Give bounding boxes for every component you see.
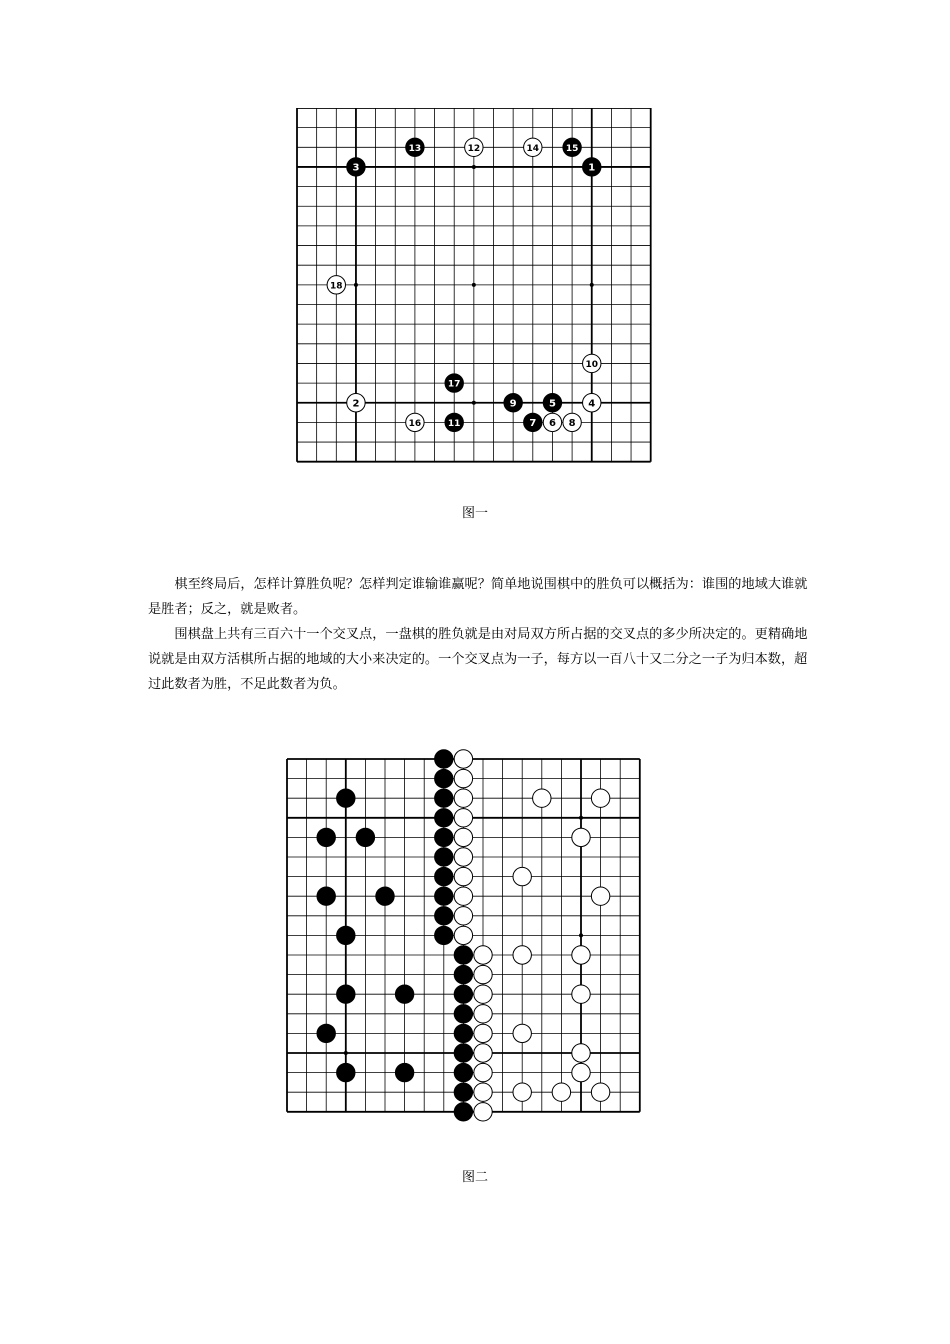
stone-number: 3 <box>352 162 360 174</box>
black-stone-13 <box>406 138 424 156</box>
white-stone <box>572 828 590 846</box>
body-text <box>148 572 808 697</box>
stone-number: 12 <box>467 143 481 154</box>
black-stone <box>337 789 355 807</box>
white-stone <box>513 867 531 885</box>
black-stone <box>454 1005 472 1023</box>
black-stone-11 <box>445 413 463 431</box>
black-stone-3 <box>347 158 365 176</box>
black-stone <box>435 867 453 885</box>
white-stone-2 <box>347 394 365 412</box>
white-stone <box>474 1103 492 1121</box>
stone-number: 11 <box>447 419 461 429</box>
stone-number: 2 <box>352 398 360 410</box>
white-stone <box>474 965 492 983</box>
stone-number: 5 <box>548 398 556 410</box>
white-stone <box>454 887 472 905</box>
black-stone <box>435 887 453 905</box>
stone-number: 9 <box>509 398 517 410</box>
black-stone-17 <box>445 374 463 392</box>
black-stone <box>454 1024 472 1042</box>
star-point <box>472 401 476 405</box>
stone-number: 14 <box>526 143 540 154</box>
black-stone <box>376 887 394 905</box>
white-stone-12 <box>465 138 483 156</box>
star-point <box>590 283 594 287</box>
white-stone-10 <box>583 354 601 372</box>
stone-number: 13 <box>408 143 422 154</box>
white-stone-6 <box>543 413 561 431</box>
white-stone <box>454 750 472 768</box>
black-stone <box>435 769 453 787</box>
white-stone-8 <box>563 413 581 431</box>
star-point <box>472 283 476 287</box>
white-stone <box>552 1083 570 1101</box>
white-stone <box>474 1063 492 1081</box>
black-stone <box>454 1063 472 1081</box>
star-point <box>579 816 583 820</box>
stone-number: 1 <box>588 162 596 174</box>
black-stone <box>454 965 472 983</box>
white-stone-16 <box>406 413 424 431</box>
stone-number: 10 <box>585 360 599 371</box>
black-stone <box>317 887 335 905</box>
black-stone <box>356 828 374 846</box>
white-stone <box>591 1083 609 1101</box>
white-stone <box>454 809 472 827</box>
black-stone <box>435 828 453 846</box>
star-point <box>472 165 476 169</box>
white-stone <box>474 985 492 1003</box>
white-stone <box>454 828 472 846</box>
white-stone <box>591 789 609 807</box>
black-stone <box>395 1063 413 1081</box>
white-stone <box>454 907 472 925</box>
black-stone-5 <box>543 394 561 412</box>
black-stone <box>337 1063 355 1081</box>
paragraph-2: 围棋盘上共有三百六十一个交叉点，一盘棋的胜负就是由对局双方所占据的交叉点的多少所决定的。更精确地说就是由双方活棋所占据的地域的大小来决定的。一个交叉点为一子，每方以一百八十又二分之一子为归本数，超过此数者为胜，不足此数者为负。 <box>148 627 808 692</box>
black-stone <box>435 750 453 768</box>
black-stone <box>454 946 472 964</box>
black-stone <box>454 1083 472 1101</box>
go-board-figure-1 <box>296 108 652 464</box>
star-point <box>579 933 583 937</box>
go-board-figure-2 <box>286 749 642 1129</box>
white-stone <box>454 867 472 885</box>
white-stone <box>454 848 472 866</box>
white-stone <box>474 1024 492 1042</box>
white-stone-14 <box>524 138 542 156</box>
black-stone <box>435 789 453 807</box>
black-stone <box>454 1044 472 1062</box>
white-stone <box>572 1063 590 1081</box>
stone-number: 16 <box>408 419 422 429</box>
white-stone <box>474 1044 492 1062</box>
black-stone <box>395 985 413 1003</box>
white-stone <box>533 789 551 807</box>
white-stone <box>474 1005 492 1023</box>
white-stone <box>454 926 472 944</box>
stone-number: 4 <box>588 398 596 410</box>
stone-number: 8 <box>568 418 576 429</box>
black-stone <box>317 828 335 846</box>
black-stone <box>435 926 453 944</box>
white-stone <box>474 946 492 964</box>
black-stone <box>435 809 453 827</box>
figure-2-caption: 图二 <box>461 1170 488 1185</box>
black-stone <box>454 1103 472 1121</box>
black-stone-15 <box>563 138 581 156</box>
white-stone <box>513 946 531 964</box>
white-stone-4 <box>583 394 601 412</box>
star-point <box>344 1051 348 1055</box>
stone-number: 15 <box>565 143 579 154</box>
white-stone <box>591 887 609 905</box>
black-stone <box>435 848 453 866</box>
white-stone <box>572 985 590 1003</box>
paragraph-1: 棋至终局后，怎样计算胜负呢？怎样判定谁输谁赢呢？简单地说围棋中的胜负可以概括为：谁围的地域大谁就是胜者；反之，就是败者。 <box>148 577 808 617</box>
white-stone <box>454 789 472 807</box>
black-stone <box>337 926 355 944</box>
white-stone <box>474 1083 492 1101</box>
stone-number: 7 <box>529 418 537 429</box>
black-stone-1 <box>583 158 601 176</box>
white-stone <box>572 1044 590 1062</box>
black-stone-7 <box>524 413 542 431</box>
black-stone <box>337 985 355 1003</box>
star-point <box>354 283 358 287</box>
white-stone-18 <box>327 276 345 294</box>
black-stone <box>454 985 472 1003</box>
black-stone-9 <box>504 394 522 412</box>
white-stone <box>454 769 472 787</box>
black-stone <box>317 1024 335 1042</box>
stone-number: 6 <box>548 418 556 429</box>
white-stone <box>572 946 590 964</box>
stone-number: 18 <box>330 281 343 292</box>
stone-number: 17 <box>447 379 461 390</box>
white-stone <box>513 1083 531 1101</box>
figure-1-caption: 图一 <box>461 506 488 521</box>
white-stone <box>513 1024 531 1042</box>
black-stone <box>435 907 453 925</box>
